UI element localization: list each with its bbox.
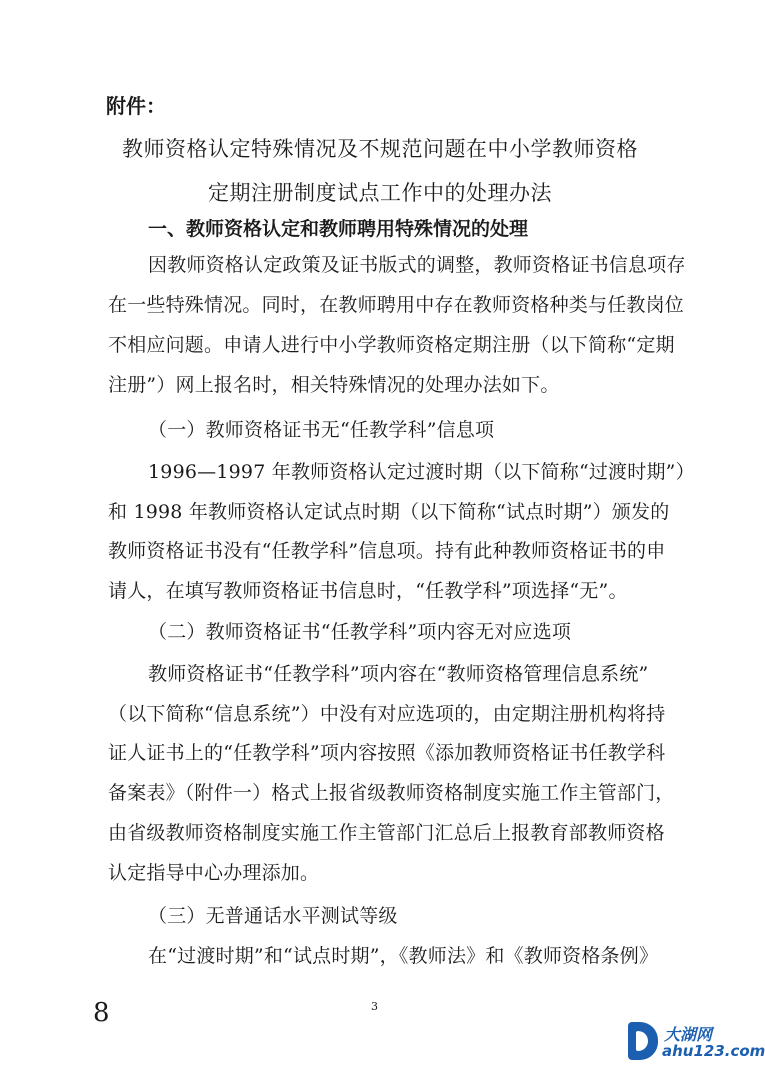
subsection-heading: （三）无普通话水平测试等级: [148, 905, 398, 927]
paragraph-line: 证人证书上的“任教学科”项内容按照《添加教师资格证书任教学科: [108, 742, 666, 764]
watermark-domain: ahu123.com: [662, 1042, 765, 1060]
section-heading: 一、教师资格认定和教师聘用特殊情况的处理: [148, 218, 529, 240]
watermark-name: 大湖网: [664, 1025, 713, 1044]
paragraph-line: 教师资格证书没有“任教学科”信息项。持有此种教师资格证书的申: [108, 540, 666, 562]
attachment-label: 附件：: [106, 94, 166, 118]
paragraph-line: 认定指导中心办理添加。: [108, 862, 320, 884]
paragraph-line: 因教师资格认定政策及证书版式的调整，教师资格证书信息项存: [148, 254, 686, 276]
paragraph-line: 请人，在填写教师资格证书信息时，“任教学科”项选择“无”。: [108, 580, 628, 602]
subsection-heading: （二）教师资格证书“任教学科”项内容无对应选项: [148, 621, 572, 643]
logo-d-icon: [628, 1022, 658, 1060]
paragraph-line: 和 1998 年教师资格认定试点时期（以下简称“试点时期”）颁发的: [108, 501, 670, 523]
paragraph-line: 不相应问题。申请人进行中小学教师资格定期注册（以下简称“定期: [108, 334, 675, 356]
paragraph-line: 在一些特殊情况。同时，在教师聘用中存在教师资格种类与任教岗位: [108, 294, 685, 316]
subsection-heading: （一）教师资格证书无“任教学科”信息项: [148, 419, 495, 441]
paragraph-line: 教师资格证书“任教学科”项内容在“教师资格管理信息系统”: [148, 663, 649, 685]
paragraph-line: 由省级教师资格制度实施工作主管部门汇总后上报教育部教师资格: [108, 822, 665, 844]
paragraph-line: 1996—1997 年教师资格认定过渡时期（以下简称“过渡时期”）: [148, 461, 695, 483]
paragraph-line: 备案表》（附件一）格式上报省级教师资格制度实施工作主管部门，: [108, 782, 675, 804]
page-number: 3: [371, 1000, 378, 1013]
document-title-line-1: 教师资格认定特殊情况及不规范问题在中小学教师资格: [122, 137, 638, 161]
paragraph-line: 在“过渡时期”和“试点时期”，《教师法》和《教师资格条例》: [148, 945, 659, 967]
watermark-logo: [628, 1022, 765, 1066]
paragraph-line: 注册”）网上报名时，相关特殊情况的处理办法如下。: [108, 374, 560, 396]
paragraph-line: （以下简称“信息系统”）中没有对应选项的，由定期注册机构将持: [108, 703, 666, 725]
document-title-line-2: 定期注册制度试点工作中的处理办法: [208, 181, 552, 205]
margin-number: 8: [93, 998, 110, 1028]
